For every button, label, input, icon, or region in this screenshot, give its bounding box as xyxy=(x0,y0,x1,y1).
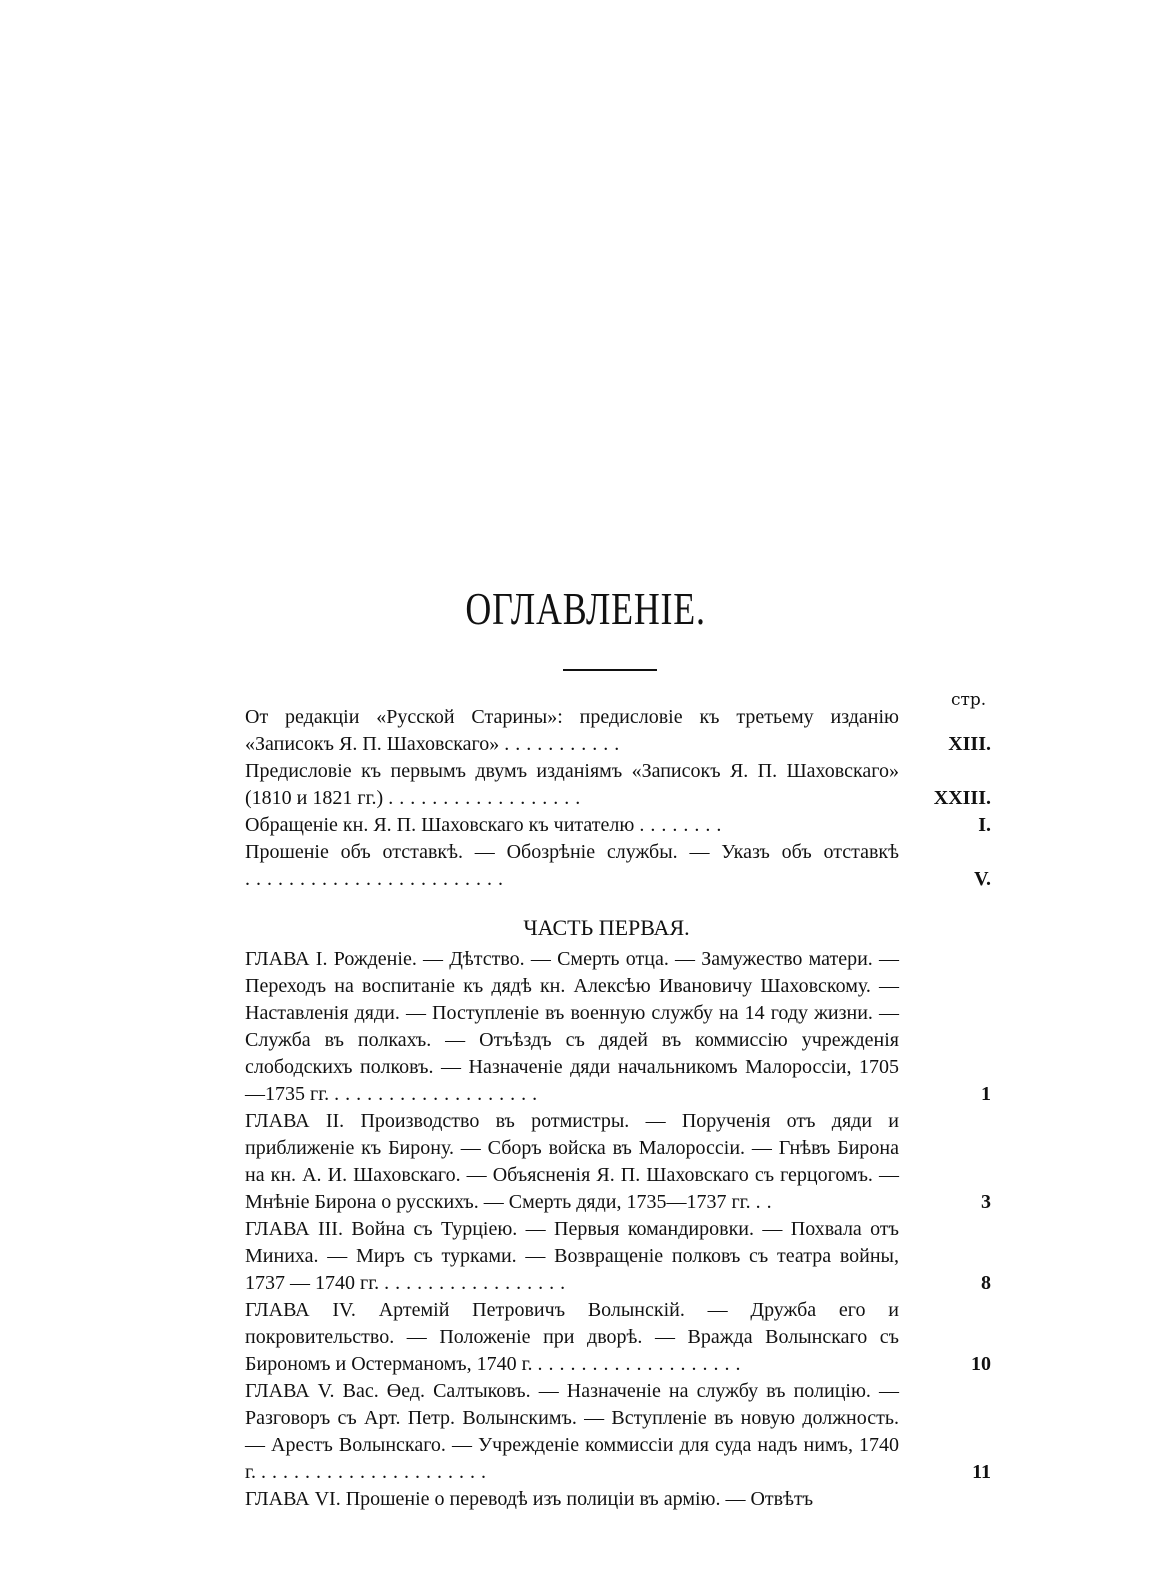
chapter-label: ГЛАВА II. xyxy=(245,1110,345,1132)
page-number: V. xyxy=(974,868,991,890)
chapter-label: ГЛАВА VI. xyxy=(245,1488,341,1510)
chapter-entry[interactable]: ГЛАВА III. Война съ Турціею. — Первыя командировки. — Похвала отъ Миниха. — Миръ съ турками. — Возвращеніе полковъ съ театра войны, 1737 — 1740 гг. ................. 8 xyxy=(245,1216,991,1297)
chapter-label: ГЛАВА V. xyxy=(245,1380,335,1402)
chapter-entry[interactable]: ГЛАВА V. Вас. Өед. Салтыковъ. — Назначеніе на службу въ полицію. — Разговоръ съ Арт. Петр. Волынскимъ. — Вступленіе въ новую должность. — Арестъ Волынскаго. — Учрежденіе коммиссіи для суда надъ нимъ, 1740 г. ..................... 11 xyxy=(245,1378,991,1486)
page-number: I. xyxy=(978,814,991,836)
page-number: 8 xyxy=(981,1272,991,1294)
chapter-entry[interactable]: ГЛАВА IV. Артемій Петровичъ Волынскій. — Дружба его и покровительство. — Положеніе при дворѣ. — Вражда Волынскаго съ Бирономъ и Остерманомъ, 1740 г. ................... 10 xyxy=(245,1297,991,1378)
page-number: 10 xyxy=(971,1353,991,1375)
page-title: ОГЛАВЛЕНІЕ. xyxy=(465,583,706,634)
toc-entry[interactable]: От редакціи «Русской Старины»: предисловіе къ третьему изданію «Записокъ Я. П. Шаховскаго» ........... XIII. xyxy=(245,704,991,758)
page-number: 3 xyxy=(981,1191,991,1213)
chapter-label: ГЛАВА IV. xyxy=(245,1299,356,1321)
part-title: ЧАСТЬ ПЕРВАЯ. xyxy=(523,915,690,940)
page-number: XIII. xyxy=(948,733,991,755)
page-column-header: стр. xyxy=(951,690,987,710)
chapter-label: ГЛАВА I. xyxy=(245,948,328,970)
page-number: 11 xyxy=(972,1461,991,1483)
title-rule xyxy=(563,669,657,671)
chapter-list xyxy=(245,946,991,1513)
toc-entry[interactable]: Предисловіе къ первымъ двумъ изданіямъ «Записокъ Я. П. Шаховскаго» (1810 и 1821 гг.) .................. XXIII. xyxy=(245,758,991,812)
toc-entry[interactable]: Обращеніе кн. Я. П. Шаховскаго къ читателю ........ I. xyxy=(245,812,991,839)
chapter-entry[interactable]: ГЛАВА I. Рожденіе. — Дѣтство. — Смерть отца. — Замужество матери. — Переходъ на воспитаніе къ дядѣ кн. Алексѣю Ивановичу Шаховскому. — Наставленія дяди. — Поступленіе въ военную службу на 14 году жизни. — Служба въ полкахъ. — Отъѣздъ съ дядей въ коммиссію учрежденія слободскихъ полковъ. — Назначеніе дяди начальникомъ Малороссіи, 1705—1735 гг. ................... 1 xyxy=(245,946,991,1108)
chapter-entry[interactable]: ГЛАВА VI. Прошеніе о переводѣ изъ полиціи въ армію. — Отвѣтъ xyxy=(245,1488,814,1510)
chapter-label: ГЛАВА III. xyxy=(245,1218,343,1240)
front-matter-list xyxy=(245,704,991,893)
chapter-entry[interactable]: ГЛАВА II. Производство въ ротмистры. — Порученія отъ дяди и приближеніе къ Бирону. — Сборъ войска въ Малороссіи. — Гнѣвъ Бирона на кн. А. И. Шаховскаго. — Объясненія Я. П. Шаховскаго съ герцогомъ. — Мнѣніе Бирона о русскихъ. — Смерть дяди, 1735—1737 гг. .. 3 xyxy=(245,1108,991,1216)
page-number: 1 xyxy=(981,1083,991,1105)
toc-entry[interactable]: Прошеніе объ отставкѣ. — Обозрѣніе службы. — Указъ объ отставкѣ ........................ V. xyxy=(245,839,991,893)
page-number: XXIII. xyxy=(933,787,991,809)
